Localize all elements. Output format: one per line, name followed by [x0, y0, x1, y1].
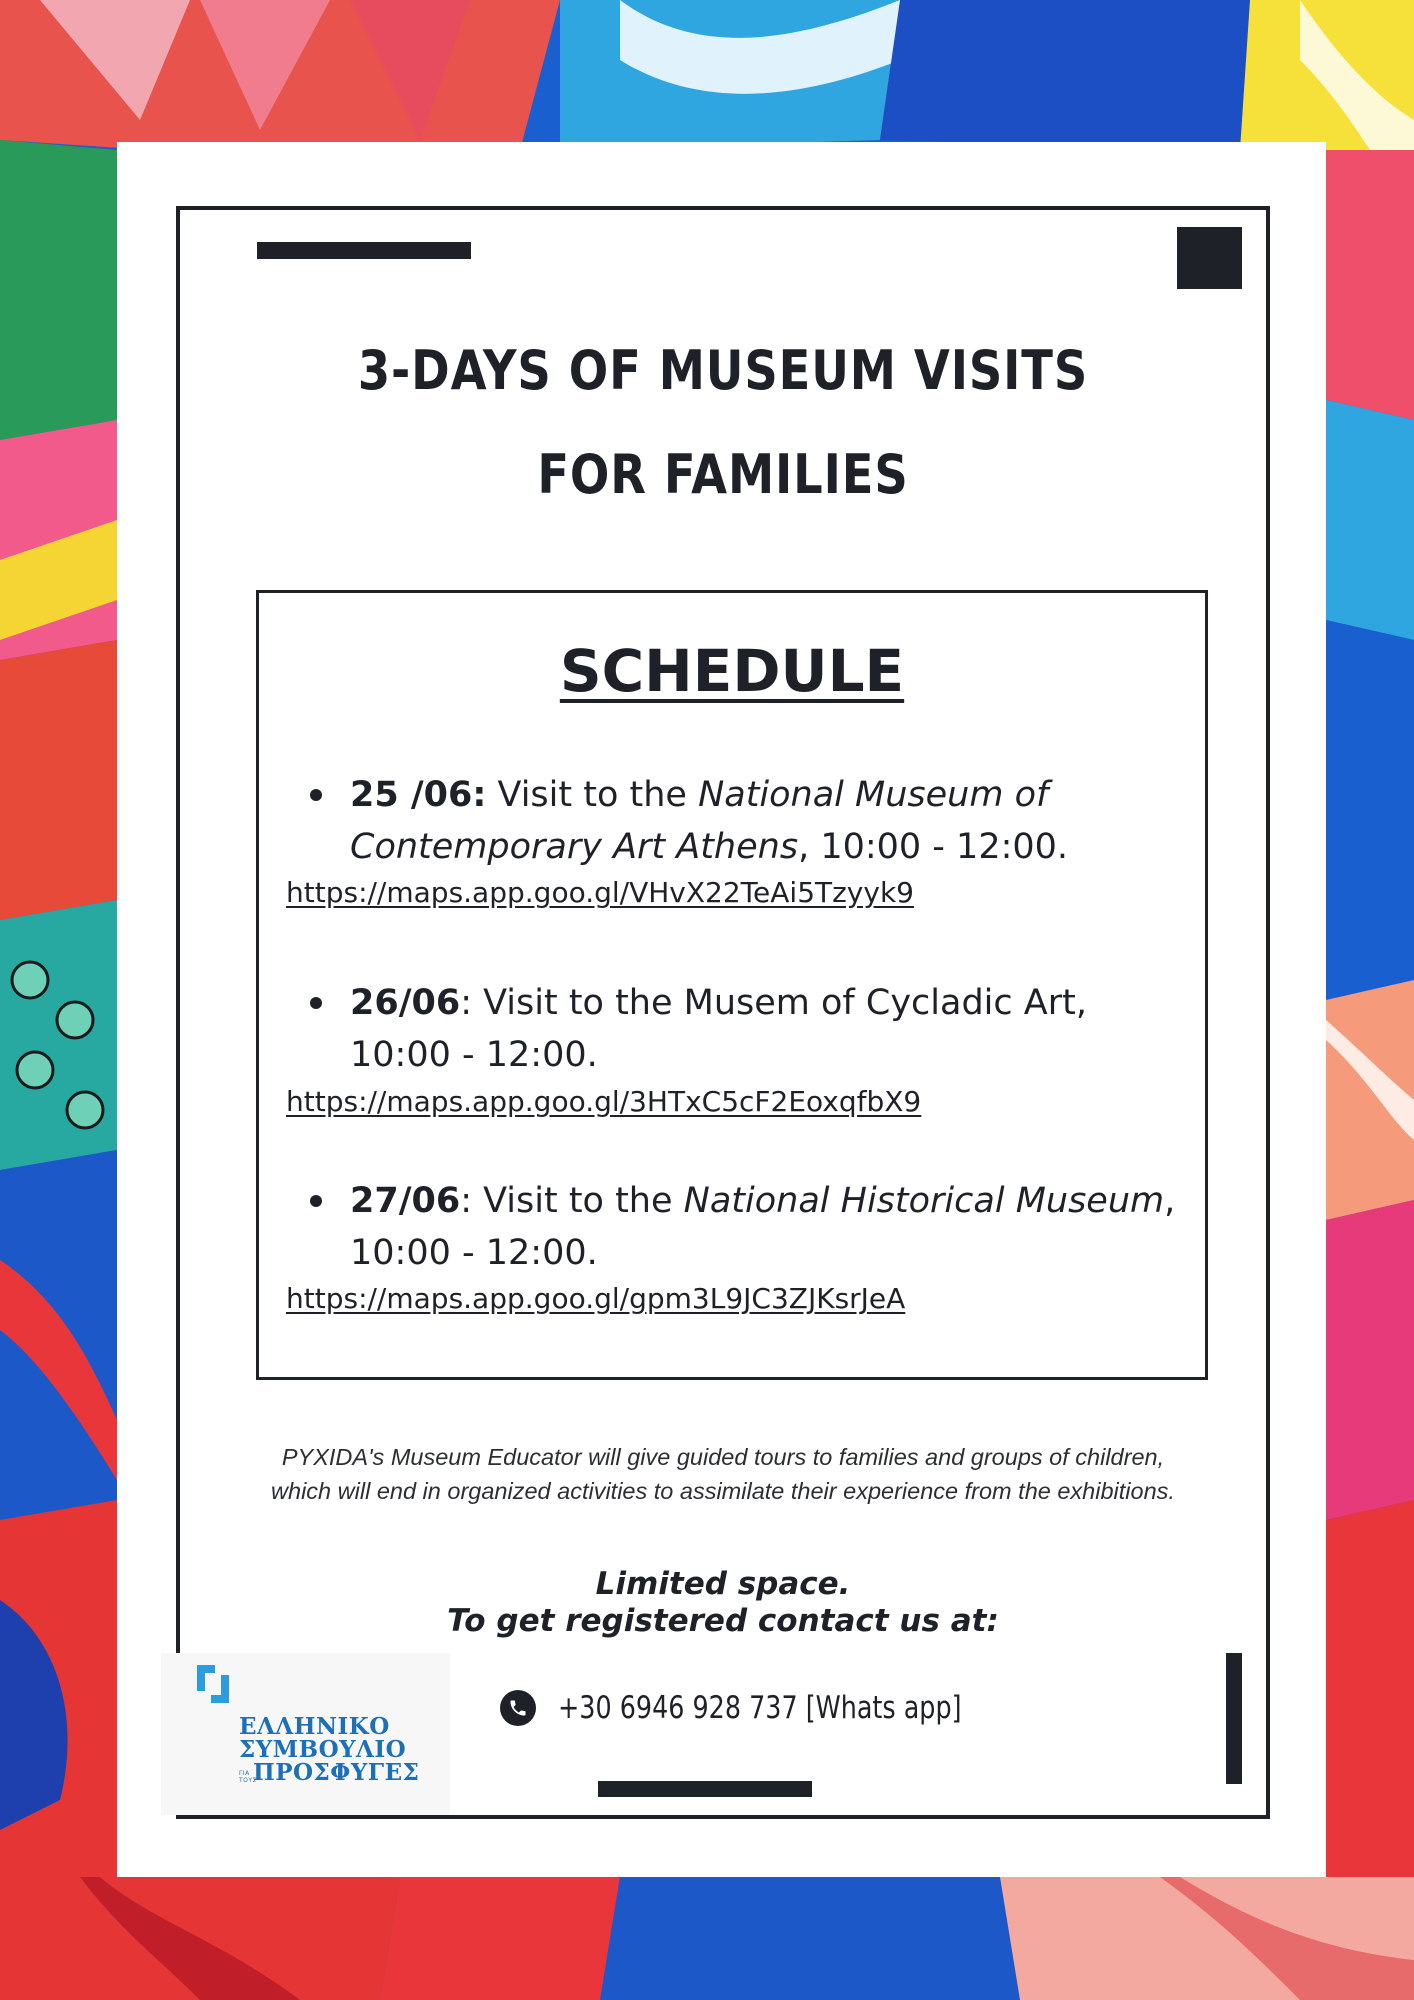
- item-lead: : Visit to the Musem of Cycladic Art, 10:00 - 12:00.: [350, 983, 1087, 1075]
- bullet-icon: [310, 1195, 322, 1207]
- schedule-heading: SCHEDULE: [559, 637, 905, 705]
- top-right-square: [1177, 227, 1242, 289]
- registration-note: [176, 1566, 1270, 1640]
- map-link-3[interactable]: https://maps.app.goo.gl/gpm3L9JC3ZJKsrJeA: [286, 1282, 906, 1315]
- description: [176, 1440, 1270, 1508]
- limited-space-text: Limited space.: [595, 1566, 851, 1602]
- logo-line-2: ΣΥΜΒΟΥΛΙΟ: [239, 1736, 407, 1763]
- logo-line-1: ΕΛΛΗΝΙΚΟ: [239, 1713, 390, 1740]
- top-decorative-bar: [257, 242, 471, 259]
- logo-line-3: ΠΡΟΣΦΥΓΕΣ: [253, 1759, 420, 1786]
- bullet-icon: [310, 789, 322, 801]
- schedule-item-2: [350, 977, 1190, 1081]
- item-venue: National Museum of Contemporary Art Athens: [350, 775, 1049, 867]
- item-time: , 10:00 - 12:00.: [798, 827, 1069, 867]
- phone-contact: [500, 1683, 1050, 1733]
- title-line-2: FOR FAMILIES: [537, 443, 909, 506]
- phone-icon: [500, 1690, 536, 1726]
- schedule-item-3: [350, 1175, 1190, 1279]
- item-time: , 10:00 - 12:00.: [350, 1181, 1176, 1273]
- item-venue: National Historical Museum: [683, 1181, 1165, 1221]
- bottom-decorative-bar: [598, 1781, 812, 1797]
- logo-text: [239, 1715, 419, 1784]
- logo-small-prefix: ΓΙΑ ΤΟΥΣ: [239, 1770, 257, 1784]
- item-date: 27/06: [350, 1181, 461, 1221]
- schedule-item-1: [350, 769, 1190, 873]
- bullet-icon: [310, 997, 322, 1009]
- description-line-2: which will end in organized activities to assimilate their experience from the exhibitions.: [271, 1478, 1175, 1504]
- item-date: 25 /06:: [350, 775, 487, 815]
- map-link-2[interactable]: https://maps.app.goo.gl/3HTxC5cF2EoxqfbX9: [286, 1085, 922, 1118]
- logo-mark-icon: [195, 1663, 241, 1709]
- bottom-right-vertical-bar: [1226, 1653, 1242, 1784]
- contact-prompt: To get registered contact us at:: [447, 1603, 999, 1639]
- title-line-1: 3-DAYS OF MUSEUM VISITS: [357, 339, 1089, 402]
- map-link-1[interactable]: https://maps.app.goo.gl/VHvX22TeAi5Tzyyk9: [286, 876, 914, 909]
- refugee-council-logo: [161, 1653, 450, 1815]
- item-lead: Visit to the: [486, 775, 699, 815]
- item-date: 26/06: [350, 983, 461, 1023]
- description-line-1: PYXIDA's Museum Educator will give guided tours to families and groups of children,: [281, 1444, 1165, 1470]
- item-lead: : Visit to the: [460, 1181, 684, 1221]
- phone-number[interactable]: +30 6946 928 737 [Whats app]: [558, 1690, 962, 1726]
